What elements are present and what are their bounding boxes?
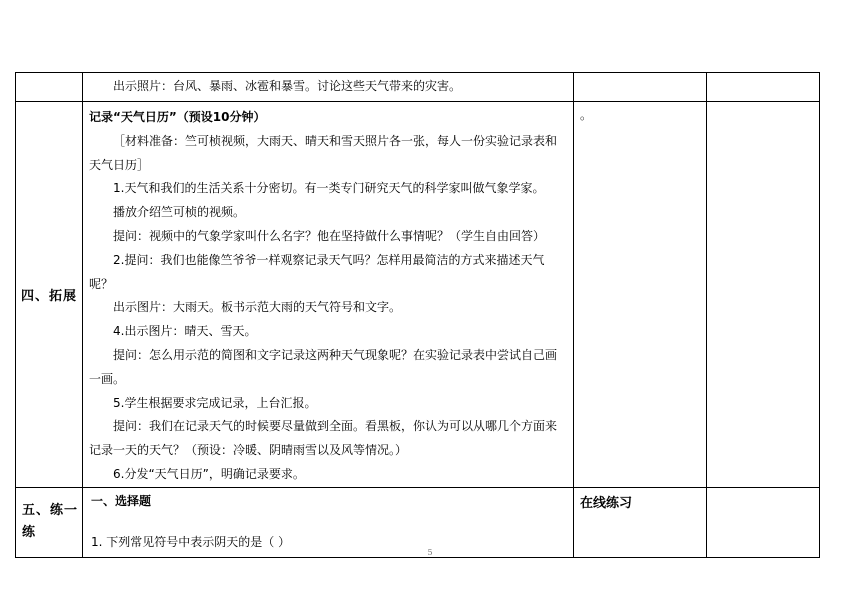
content-line: 提问：怎么用示范的简图和文字记录这两种天气现象呢？在实验记录表中尝试自己画 [113,347,558,362]
content-line: 天气日历］ [89,157,150,172]
page-number: 5 [427,548,433,557]
question-section-heading: 一、选择题 [91,493,152,508]
content-line: 一画。 [89,371,126,386]
row1-content-cell [83,73,574,102]
section-label-line1: 五、练一 [22,503,79,519]
content-line: 呢？ [89,276,114,291]
content-line: ［材料准备：竺可桢视频，大雨天、晴天和雪天照片各一张，每人一份实验记录表和 [113,133,558,148]
activity-title: 记录“天气日历”（预设10分钟） [89,110,266,124]
row2-content-cell [83,102,574,488]
table-row [16,73,820,102]
lesson-plan-table [15,72,820,558]
content-line: 提问：视频中的气象学家叫什么名字？他在坚持做什么事情呢？（学生自由回答） [113,228,546,243]
content-line: 播放介绍竺可桢的视频。 [113,205,246,220]
question-item: 1. 下列常见符号中表示阴天的是（ ） [91,534,291,549]
row3-col4-cell [707,487,820,557]
content-line: 1.天气和我们的生活关系十分密切。有一类专门研究天气的科学家叫做气象学家。 [113,181,545,196]
row1-text: 出示照片：台风、暴雨、冰雹和暴雪。讨论这些天气带来的灾害。 [113,79,462,93]
table-row [16,102,820,488]
content-line: 4.出示图片：晴天、雪天。 [113,324,257,339]
row2-col4-cell [707,102,820,488]
online-practice-label: 在线练习 [580,495,633,511]
row1-col3-cell [574,73,707,102]
table-row [16,487,820,557]
row1-label-cell [16,73,83,102]
content-line: 2.提问：我们也能像竺爷爷一样观察记录天气吗？怎样用最简洁的方式来描述天气 [113,252,545,267]
row1-col4-cell [707,73,820,102]
content-line: 5.学生根据要求完成记录，上台汇报。 [113,395,317,410]
row3-col3-cell [574,487,707,557]
section-label-line2: 练 [22,525,37,541]
content-line: 6.分发“天气日历”，明确记录要求。 [113,466,305,481]
row3-content-cell [83,487,574,557]
section-label-extension [16,102,83,488]
content-line: 出示图片：大雨天。板书示范大雨的天气符号和文字。 [113,300,402,315]
content-line: 提问：我们在记录天气的时候要尽量做到全面。看黑板，你认为可以从哪几个方面来 [113,419,558,434]
section-label-practice [16,487,83,557]
content-line: 记录一天的天气？（预设：冷暖、阴晴雨雪以及风等情况。） [89,443,408,458]
section-label-text: 四、拓展 [20,288,77,304]
col3-mark: 。 [580,108,593,122]
row2-col3-cell [574,102,707,488]
